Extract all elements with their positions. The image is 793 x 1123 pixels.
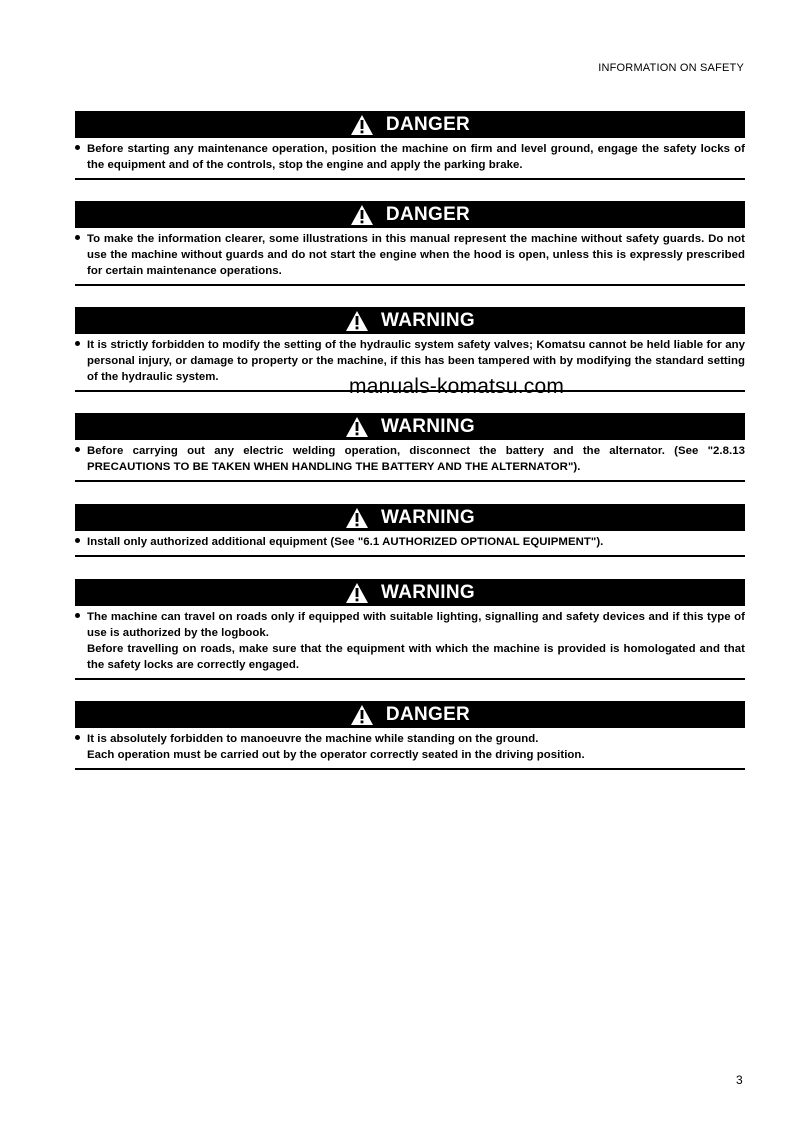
notice-divider bbox=[75, 178, 745, 180]
safety-notice-danger bbox=[75, 111, 745, 180]
running-header: INFORMATION ON SAFETY bbox=[598, 62, 744, 74]
notice-level: WARNING bbox=[381, 309, 475, 331]
notice-paragraph: Before carrying out any electric welding operation, disconnect the battery and the alternator. (See "2.8.13 PRECAUTIONS TO BE TAKEN WHEN HANDLING THE BATTERY AND THE ALTERNATOR"). bbox=[87, 445, 745, 473]
watermark: manuals-komatsu.com bbox=[349, 375, 565, 398]
notice-body bbox=[75, 531, 745, 555]
safety-notice-warning bbox=[75, 504, 745, 557]
notice-divider bbox=[75, 555, 745, 557]
safety-notice-warning bbox=[75, 413, 745, 482]
notice-header-bar bbox=[75, 579, 745, 606]
notice-level: WARNING bbox=[381, 506, 475, 528]
bullet-dot-icon bbox=[75, 735, 80, 740]
safety-notice-warning bbox=[75, 579, 745, 680]
notice-paragraph: The machine can travel on roads only if equipped with suitable lighting, signalling and safety devices and if this type of use is authorized by the logbook. bbox=[87, 611, 745, 639]
warning-triangle-icon bbox=[345, 310, 369, 332]
notice-body bbox=[75, 228, 745, 284]
notice-level: WARNING bbox=[381, 415, 475, 437]
notice-header-bar bbox=[75, 307, 745, 334]
warning-triangle-icon bbox=[350, 204, 374, 226]
notice-header-bar bbox=[75, 413, 745, 440]
notice-level: DANGER bbox=[385, 203, 471, 225]
notice-paragraph: To make the information clearer, some illustrations in this manual represent the machine without safety guards. Do not use the machine without guards and do not start the engine when the hood is open, unless this is expressly prescribed for certain maintenance operations. bbox=[87, 233, 745, 277]
safety-notice-danger bbox=[75, 201, 745, 286]
warning-triangle-icon bbox=[350, 114, 374, 136]
warning-triangle-icon bbox=[345, 507, 369, 529]
notice-divider bbox=[75, 678, 745, 680]
notice-paragraph: Each operation must be carried out by the operator correctly seated in the driving position. bbox=[87, 749, 585, 761]
notice-body bbox=[75, 728, 745, 768]
bullet-dot-icon bbox=[75, 145, 80, 150]
notice-paragraph: It is strictly forbidden to modify the setting of the hydraulic system safety valves; Komatsu cannot be held liable for any personal injury, or damage to property or the machine, if this has been tampered with by modifying the standard setting of the hydraulic system. bbox=[87, 339, 745, 383]
notice-body bbox=[75, 138, 745, 178]
notice-divider bbox=[75, 768, 745, 770]
notice-divider bbox=[75, 480, 745, 482]
notice-paragraph: Before starting any maintenance operation, position the machine on firm and level ground, engage the safety locks of the equipment and of the controls, stop the engine and apply the parking brake. bbox=[87, 143, 745, 171]
bullet-dot-icon bbox=[75, 341, 80, 346]
warning-triangle-icon bbox=[345, 582, 369, 604]
notice-header-bar bbox=[75, 504, 745, 531]
notice-body bbox=[75, 440, 745, 480]
notice-paragraph: Before travelling on roads, make sure that the equipment with which the machine is provided is homologated and that the safety locks are correctly engaged. bbox=[87, 643, 745, 671]
safety-notice-danger bbox=[75, 701, 745, 770]
notice-header-bar bbox=[75, 701, 745, 728]
page-number: 3 bbox=[736, 1073, 743, 1087]
notice-level: DANGER bbox=[385, 113, 471, 135]
notice-paragraph: It is absolutely forbidden to manoeuvre the machine while standing on the ground. bbox=[87, 733, 539, 745]
notice-header-bar bbox=[75, 201, 745, 228]
notice-body bbox=[75, 606, 745, 678]
notice-level: DANGER bbox=[385, 703, 471, 725]
notice-paragraph: Install only authorized additional equipment (See "6.1 AUTHORIZED OPTIONAL EQUIPMENT"). bbox=[87, 536, 604, 548]
warning-triangle-icon bbox=[350, 704, 374, 726]
notice-divider bbox=[75, 284, 745, 286]
bullet-dot-icon bbox=[75, 538, 80, 543]
bullet-dot-icon bbox=[75, 447, 80, 452]
notice-header-bar bbox=[75, 111, 745, 138]
bullet-dot-icon bbox=[75, 235, 80, 240]
notice-level: WARNING bbox=[381, 581, 475, 603]
warning-triangle-icon bbox=[345, 416, 369, 438]
bullet-dot-icon bbox=[75, 613, 80, 618]
